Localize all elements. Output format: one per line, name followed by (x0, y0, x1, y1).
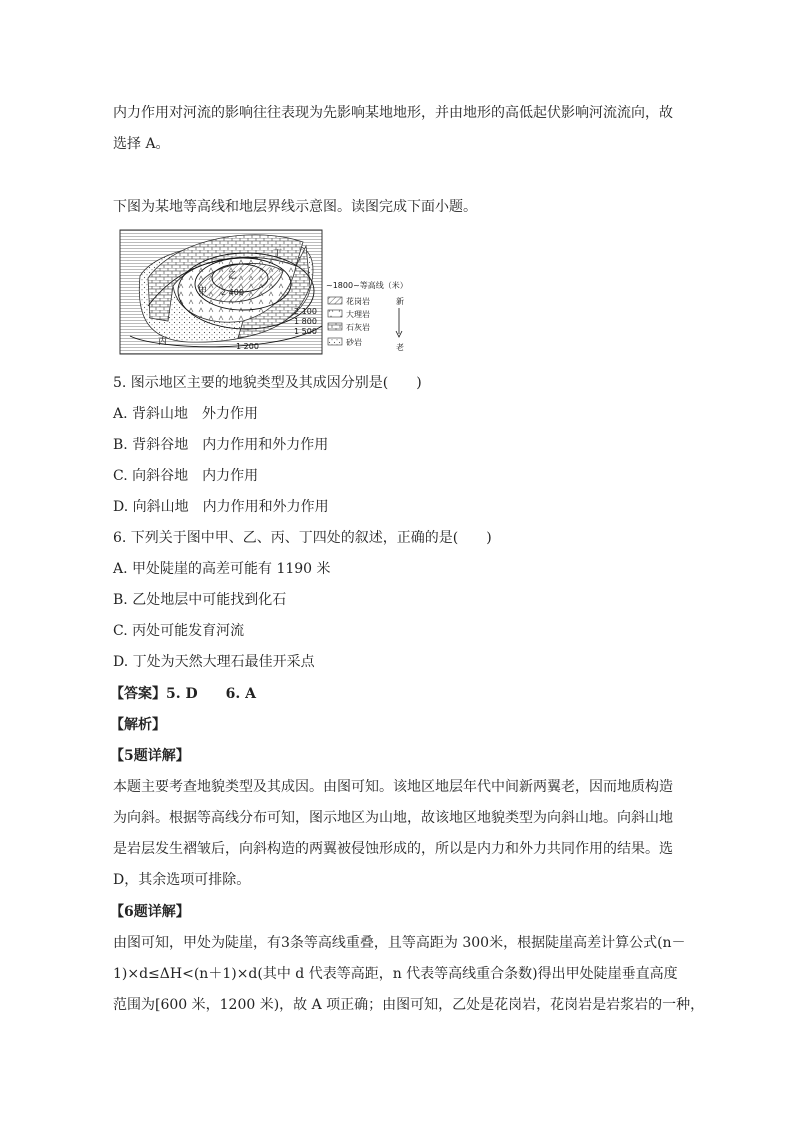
q6-line-3: 范围为[600 米，1200 米)，故 A 项正确；由图可知，乙处是花岗岩，花岗岩是岩浆岩的一种， (113, 997, 705, 1013)
q6-line-2: 1)×d≤ΔH<(n＋1)×d(其中 d 代表等高距，n 代表等高线重合条数)得出甲处陡崖垂直高度 (113, 966, 678, 982)
point-label-jia: 甲 (198, 287, 208, 297)
legend-limestone: 石灰岩 (346, 323, 370, 332)
question-5-option-d: D. 向斜山地 内力作用和外力作用 (113, 499, 329, 515)
point-label-bing: 丙 (158, 337, 168, 347)
legend-new: 新 (396, 297, 404, 306)
contour-label: 2 400 (221, 288, 244, 297)
contour-label: 1 800 (294, 317, 317, 326)
contour-strata-figure (118, 226, 418, 358)
intro-line-2: 选择 A。 (113, 136, 170, 152)
legend-old: 老 (396, 343, 404, 352)
answer-line: 【答案】5. D 6. A (110, 686, 256, 702)
q5-heading: 【5题详解】 (110, 748, 190, 764)
question-5-option-b: B. 背斜谷地 内力作用和外力作用 (113, 437, 329, 453)
question-6-stem: 6. 下列关于图中甲、乙、丙、丁四处的叙述，正确的是( ) (113, 530, 492, 546)
q5-line-1: 本题主要考查地貌类型及其成因。由图可知。该地区地层年代中间新两翼老，因而地质构造 (113, 779, 673, 795)
question-5-option-a: A. 背斜山地 外力作用 (113, 406, 259, 422)
legend-contour: ~1800~等高线（米） (326, 281, 408, 290)
question-5-stem: 5. 图示地区主要的地貌类型及其成因分别是( ) (113, 375, 422, 391)
point-label-ding: 丁 (273, 249, 283, 259)
legend-marble: 大理岩 (346, 310, 370, 319)
legend-sandstone: 砂岩 (346, 338, 362, 347)
question-5-option-c: C. 向斜谷地 内力作用 (113, 468, 259, 484)
question-6-option-c: C. 丙处可能发育河流 (113, 623, 245, 639)
question-6-option-b: B. 乙处地层中可能找到化石 (113, 592, 287, 608)
q5-line-3: 是岩层发生褶皱后，向斜构造的两翼被侵蚀形成的，所以是内力和外力共同作用的结果。选 (113, 841, 673, 857)
question-intro: 下图为某地等高线和地层界线示意图。读图完成下面小题。 (113, 199, 477, 215)
q6-line-1: 由图可知，甲处为陡崖，有3条等高线重叠，且等高距为 300米，根据陡崖高差计算公式(n－ (113, 935, 686, 951)
analysis-heading: 【解析】 (110, 717, 166, 733)
question-6-option-d: D. 丁处为天然大理石最佳开采点 (113, 654, 315, 670)
point-label-yi: 乙 (228, 271, 238, 281)
intro-line-1: 内力作用对河流的影响往往表现为先影响某地地形，并由地形的高低起伏影响河流流向，故 (113, 105, 673, 121)
q5-line-2: 为向斜。根据等高线分布可知，图示地区为山地，故该地区地貌类型为向斜山地。向斜山地 (113, 810, 673, 826)
contour-label: 1 200 (236, 342, 259, 351)
contour-label: 1 500 (294, 327, 317, 336)
contour-label: 2 100 (294, 307, 317, 316)
q6-heading: 【6题详解】 (110, 904, 190, 920)
q5-line-4: D，其余选项可排除。 (113, 872, 251, 888)
question-6-option-a: A. 甲处陡崖的高差可能有 1190 米 (113, 561, 331, 577)
legend-granite: 花岗岩 (346, 297, 370, 306)
